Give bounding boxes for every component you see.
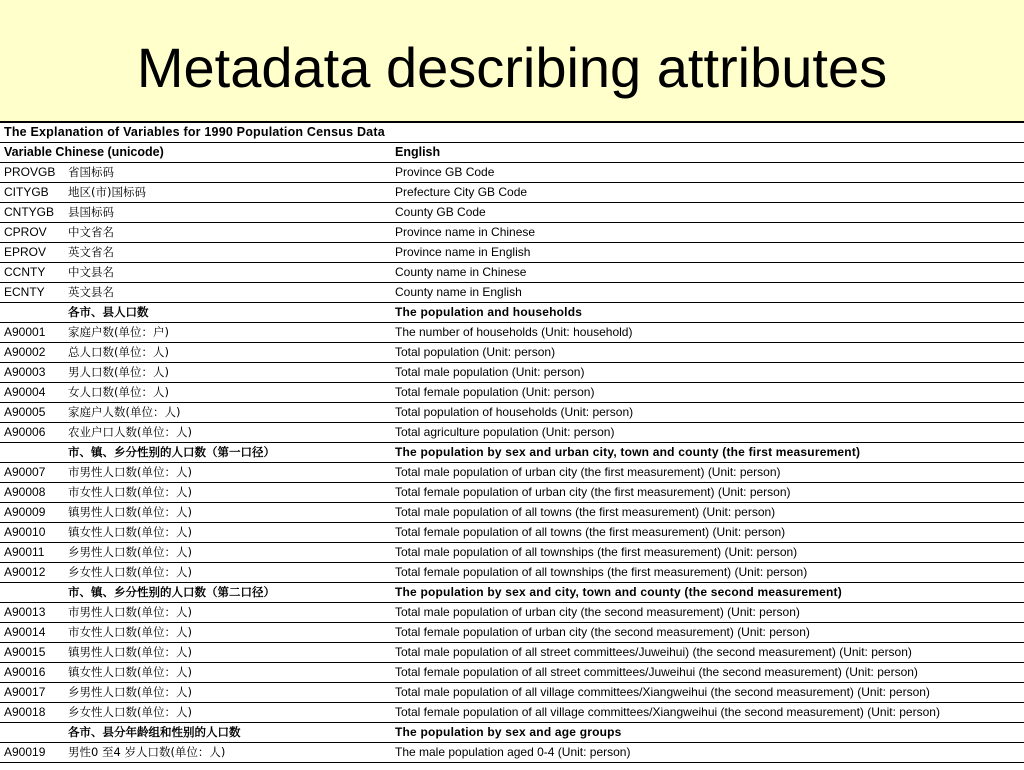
- table-row: [0, 503, 1024, 523]
- table-row: [0, 343, 1024, 363]
- header-english: English: [392, 143, 1024, 163]
- table-row: [0, 703, 1024, 723]
- table-row: [0, 563, 1024, 583]
- chinese-cell: 镇女性人口数(单位：人): [66, 663, 392, 683]
- table-row: [0, 423, 1024, 443]
- table-row: [0, 663, 1024, 683]
- chinese-cell: 乡男性人口数(单位：人): [66, 543, 392, 563]
- variable-cell: A90011: [0, 543, 66, 563]
- table-row: [0, 383, 1024, 403]
- variable-cell: EPROV: [0, 243, 66, 263]
- chinese-cell: 市、镇、乡分性别的人口数（第二口径）: [66, 583, 392, 603]
- english-cell: Total population (Unit: person): [392, 343, 1024, 363]
- section-row: [0, 723, 1024, 743]
- table-row: [0, 223, 1024, 243]
- table-row: [0, 603, 1024, 623]
- section-row: [0, 443, 1024, 463]
- variable-cell: A90012: [0, 563, 66, 583]
- english-cell: Prefecture City GB Code: [392, 183, 1024, 203]
- variable-cell: A90016: [0, 663, 66, 683]
- english-cell: Total male population of all village committees/Xiangweihui (the second measurement) (Unit: person): [392, 683, 1024, 703]
- english-cell: Total male population of all street committees/Juweihui) (the second measurement) (Unit: person): [392, 643, 1024, 663]
- variable-cell: A90013: [0, 603, 66, 623]
- chinese-cell: 镇男性人口数(单位：人): [66, 643, 392, 663]
- chinese-cell: 乡男性人口数(单位：人): [66, 683, 392, 703]
- variable-cell: A90010: [0, 523, 66, 543]
- table-row: [0, 483, 1024, 503]
- table-row: [0, 163, 1024, 183]
- table-row: [0, 243, 1024, 263]
- section-row: [0, 583, 1024, 603]
- table-row: [0, 183, 1024, 203]
- variable-cell: [0, 303, 66, 323]
- english-cell: Province GB Code: [392, 163, 1024, 183]
- english-cell: Total female population of all village committees/Xiangweihui (the second measurement) (Unit: person): [392, 703, 1024, 723]
- variable-cell: A90019: [0, 743, 66, 763]
- chinese-cell: 农业户口人数(单位：人): [66, 423, 392, 443]
- table-row: [0, 463, 1024, 483]
- variable-cell: A90009: [0, 503, 66, 523]
- table-header-row: [0, 143, 1024, 163]
- header-variable-chinese: Variable Chinese (unicode): [0, 143, 392, 163]
- variable-cell: A90002: [0, 343, 66, 363]
- english-cell: The number of households (Unit: household): [392, 323, 1024, 343]
- chinese-cell: 镇女性人口数(单位：人): [66, 523, 392, 543]
- english-cell: The population by sex and city, town and county (the second measurement): [392, 583, 1024, 603]
- chinese-cell: 男性0 至4 岁人口数(单位：人): [66, 743, 392, 763]
- variable-cell: CCNTY: [0, 263, 66, 283]
- chinese-cell: 市女性人口数(单位：人): [66, 483, 392, 503]
- english-cell: Total male population of all towns (the first measurement) (Unit: person): [392, 503, 1024, 523]
- table-row: [0, 523, 1024, 543]
- english-cell: Total female population of urban city (the first measurement) (Unit: person): [392, 483, 1024, 503]
- variable-table-panel: [0, 121, 1024, 770]
- chinese-cell: 家庭户数(单位：户): [66, 323, 392, 343]
- table-row: [0, 283, 1024, 303]
- english-cell: Total female population of urban city (the second measurement) (Unit: person): [392, 623, 1024, 643]
- table-row: [0, 403, 1024, 423]
- variable-table: [0, 123, 1024, 763]
- variable-cell: [0, 723, 66, 743]
- english-cell: Total female population (Unit: person): [392, 383, 1024, 403]
- variable-cell: [0, 583, 66, 603]
- chinese-cell: 县国标码: [66, 203, 392, 223]
- english-cell: Total male population of urban city (the first measurement) (Unit: person): [392, 463, 1024, 483]
- chinese-cell: 市女性人口数(单位：人): [66, 623, 392, 643]
- chinese-cell: 市男性人口数(单位：人): [66, 603, 392, 623]
- variable-cell: A90004: [0, 383, 66, 403]
- table-row: [0, 543, 1024, 563]
- chinese-cell: 市男性人口数(单位：人): [66, 463, 392, 483]
- english-cell: County GB Code: [392, 203, 1024, 223]
- english-cell: The male population aged 0-4 (Unit: person): [392, 743, 1024, 763]
- chinese-cell: 市、镇、乡分性别的人口数（第一口径）: [66, 443, 392, 463]
- english-cell: Total male population (Unit: person): [392, 363, 1024, 383]
- chinese-cell: 男人口数(单位：人): [66, 363, 392, 383]
- variable-cell: PROVGB: [0, 163, 66, 183]
- english-cell: Total agriculture population (Unit: person): [392, 423, 1024, 443]
- table-row: [0, 623, 1024, 643]
- variable-cell: A90005: [0, 403, 66, 423]
- table-caption-row: [0, 123, 1024, 143]
- chinese-cell: 乡女性人口数(单位：人): [66, 703, 392, 723]
- english-cell: Total male population of all townships (the first measurement) (Unit: person): [392, 543, 1024, 563]
- english-cell: Total female population of all street committees/Juweihui (the second measurement) (Unit: person): [392, 663, 1024, 683]
- english-cell: Total male population of urban city (the second measurement) (Unit: person): [392, 603, 1024, 623]
- chinese-cell: 各市、县人口数: [66, 303, 392, 323]
- english-cell: Total female population of all townships (the first measurement) (Unit: person): [392, 563, 1024, 583]
- slide-title: Metadata describing attributes: [136, 36, 888, 99]
- english-cell: County name in English: [392, 283, 1024, 303]
- variable-cell: A90015: [0, 643, 66, 663]
- english-cell: The population by sex and age groups: [392, 723, 1024, 743]
- chinese-cell: 女人口数(单位：人): [66, 383, 392, 403]
- table-row: [0, 683, 1024, 703]
- chinese-cell: 乡女性人口数(单位：人): [66, 563, 392, 583]
- table-row: [0, 363, 1024, 383]
- table-row: [0, 263, 1024, 283]
- variable-cell: A90001: [0, 323, 66, 343]
- variable-cell: A90006: [0, 423, 66, 443]
- english-cell: Province name in English: [392, 243, 1024, 263]
- chinese-cell: 家庭户人数(单位：人): [66, 403, 392, 423]
- chinese-cell: 各市、县分年龄组和性别的人口数: [66, 723, 392, 743]
- variable-cell: A90018: [0, 703, 66, 723]
- chinese-cell: 省国标码: [66, 163, 392, 183]
- table-row: [0, 203, 1024, 223]
- variable-cell: CNTYGB: [0, 203, 66, 223]
- chinese-cell: 中文县名: [66, 263, 392, 283]
- chinese-cell: 地区(市)国标码: [66, 183, 392, 203]
- variable-cell: A90017: [0, 683, 66, 703]
- table-caption: The Explanation of Variables for 1990 Population Census Data: [0, 123, 1024, 143]
- chinese-cell: 中文省名: [66, 223, 392, 243]
- variable-cell: CPROV: [0, 223, 66, 243]
- english-cell: Province name in Chinese: [392, 223, 1024, 243]
- variable-cell: A90007: [0, 463, 66, 483]
- chinese-cell: 英文县名: [66, 283, 392, 303]
- variable-cell: A90014: [0, 623, 66, 643]
- english-cell: County name in Chinese: [392, 263, 1024, 283]
- table-row: [0, 643, 1024, 663]
- table-row: [0, 323, 1024, 343]
- english-cell: Total female population of all towns (the first measurement) (Unit: person): [392, 523, 1024, 543]
- variable-cell: ECNTY: [0, 283, 66, 303]
- variable-cell: [0, 443, 66, 463]
- section-row: [0, 303, 1024, 323]
- english-cell: Total population of households (Unit: person): [392, 403, 1024, 423]
- chinese-cell: 镇男性人口数(单位：人): [66, 503, 392, 523]
- chinese-cell: 总人口数(单位：人): [66, 343, 392, 363]
- table-row: [0, 743, 1024, 763]
- english-cell: The population and households: [392, 303, 1024, 323]
- variable-cell: A90003: [0, 363, 66, 383]
- variable-cell: A90008: [0, 483, 66, 503]
- english-cell: The population by sex and urban city, town and county (the first measurement): [392, 443, 1024, 463]
- chinese-cell: 英文省名: [66, 243, 392, 263]
- variable-cell: CITYGB: [0, 183, 66, 203]
